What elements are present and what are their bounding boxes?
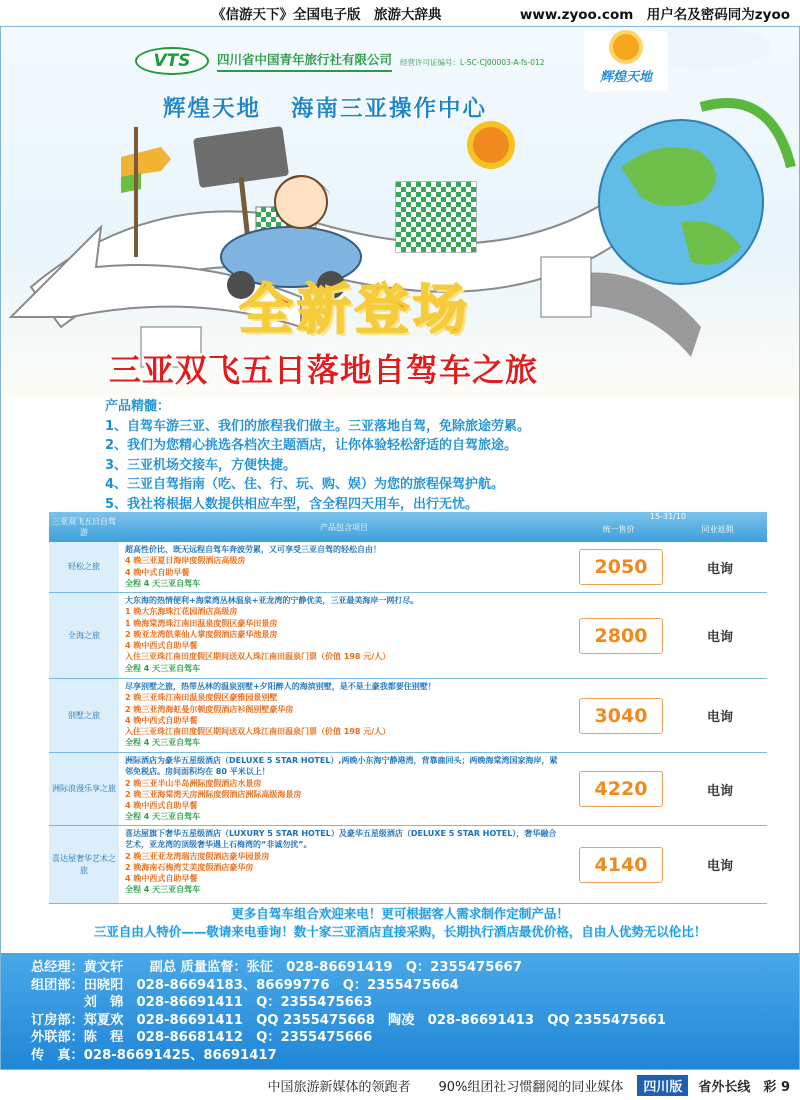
row-name: 全海之旅 <box>49 593 119 678</box>
row-name: 洲际浪漫乐享之旅 <box>49 753 119 825</box>
headline-left: 辉煌天地 <box>163 96 262 122</box>
row-line: 4 晚三亚夏日海岸度假酒店高级房 <box>125 556 246 566</box>
row-line: 1 晚海棠湾珠江南田温泉度假区豪华田景房 <box>125 618 278 628</box>
row-agent: 电询 <box>706 783 733 799</box>
product-highlights <box>105 397 530 514</box>
edition-badge: 四川版 <box>637 1075 688 1096</box>
row-name: 轻松之旅 <box>49 542 119 592</box>
header-price-group <box>569 512 767 542</box>
row-intro: 喜达屋旗下奢华五星级酒店（LUXURY 5 STAR HOTEL）及豪华五星级酒店（DELUXE 5 STAR HOTEL），奢华融合艺术，亚龙湾的顶级奢华遇上石梅湾的“非诚勿扰”。 <box>125 829 557 850</box>
license-number: 经营许可证编号：L-SC-CJ00003-A-fs-012 <box>400 57 545 67</box>
product-subtitle: 三亚双飞五日落地自驾车之旅 <box>109 351 539 389</box>
highlight-item: 5、我社将根据人数提供相应车型，含全程四天用车，出行无忧。 <box>105 496 479 512</box>
row-price: 2800 <box>579 618 663 654</box>
row-intro: 尽享别墅之旅，热带丛林的温泉别墅+夕阳醉人的海滨别墅，是不是土豪我都要住别墅！ <box>125 682 436 691</box>
row-price-cell <box>569 593 673 678</box>
row-description <box>119 826 569 903</box>
flyer-page <box>0 26 800 1070</box>
contact-line: 订房部：郑夏欢 028-86691411 QQ 2355475668 陶凌 028-86691413 QQ 2355475661 <box>31 1012 666 1028</box>
row-agent: 电询 <box>706 630 733 645</box>
row-line: 2 晚三亚珠江南田温泉度假区豪雅园景别墅 <box>125 693 278 703</box>
sun-icon <box>613 34 639 60</box>
company-logo-row <box>135 47 545 75</box>
row-name: 喜达屋奢华艺术之旅 <box>49 826 119 903</box>
row-line: 4 晚中西式自助早餐 <box>125 641 198 651</box>
row-line: 入住三亚珠江南田度假区期间送双人珠江南田温泉门票（价值 198 元/人） <box>125 727 391 737</box>
header-season: 15-31/10 <box>649 512 687 521</box>
row-description <box>119 542 569 592</box>
row-intro: 超高性价比、既无远程自驾车奔波劳累，又可享受三亚自驾的轻松自由！ <box>125 545 381 554</box>
headline-right: 海南三亚操作中心 <box>291 96 488 122</box>
table-row <box>49 753 767 826</box>
brand-name: 辉煌天地 <box>599 70 652 85</box>
contact-line: 外联部：陈 程 028-86681412 Q：2355475666 <box>31 1030 373 1045</box>
row-intro: 大东海的热情便利+海棠湾丛林温泉+亚龙湾的宁静优美，三亚最美海岸一网打尽。 <box>125 596 419 605</box>
row-line: 全程 4 天三亚自驾车 <box>125 578 201 588</box>
row-line: 4 晚中西式自助早餐 <box>125 801 198 811</box>
row-name: 别墅之旅 <box>49 679 119 752</box>
row-line: 全程 4 天三亚自驾车 <box>125 738 201 748</box>
contact-line: 刘 锦 028-86691411 Q：2355475663 <box>31 995 373 1010</box>
row-description <box>119 679 569 752</box>
row-line: 4 晚中式自助早餐 <box>125 567 190 577</box>
row-line: 全程 4 天三亚自驾车 <box>125 885 201 895</box>
row-agent: 电询 <box>706 561 733 577</box>
row-intro: 洲际酒店为豪华五星级酒店（DELUXE 5 STAR HOTEL）,两晚小东海宁静港湾，背靠鹿回头；两晚海棠湾国家海岸，紧邻免税店。房间面积均在 80 平米以上！ <box>125 756 558 777</box>
row-agent: 电询 <box>706 859 733 874</box>
hero-illustration <box>1 27 799 399</box>
row-line: 2 晚亚龙湾凯莱仙人掌度假酒店豪华池景房 <box>125 629 278 639</box>
section-label: 省外长线 彩 9 <box>698 1079 790 1095</box>
contact-line: 组团部：田晓阳 028-86694183、86699776 Q：2355475664 <box>31 977 459 993</box>
table-row <box>49 593 767 679</box>
page-footer <box>0 1072 800 1098</box>
row-price-cell <box>569 753 673 825</box>
row-line: 2 晚三亚亚龙湾瑞吉度假酒店豪华园景房 <box>125 851 270 861</box>
top-banner <box>0 0 800 26</box>
vts-logo: VTS <box>135 47 209 75</box>
row-price-cell <box>569 542 673 592</box>
row-line: 入住三亚珠江南田度假区期间送双人珠江南田温泉门票（价值 198 元/人） <box>125 652 391 662</box>
highlight-item: 1、自驾车游三亚、我们的旅程我们做主。三亚落地自驾，免除旅途劳累。 <box>105 418 531 434</box>
row-line: 2 晚三亚海棠湾天房洲际度假酒店洲际高级海景房 <box>125 789 302 799</box>
row-line: 2 晚海南石梅湾艾美度假酒店豪华房 <box>125 862 254 872</box>
table-row <box>49 679 767 753</box>
header-inclusions: 产品包含项目 <box>320 522 368 532</box>
highlights-title: 产品精髓： <box>105 399 171 414</box>
contact-line: 总经理：黄文轩 副总 质量监督：张征 028-86691419 Q：2355475667 <box>31 960 522 975</box>
row-line: 4 晚中西式自助早餐 <box>125 874 198 884</box>
promo-note: 三亚自由人特价——敬请来电垂询！数十家三亚酒店直接采购，长期执行酒店最优价格，自由人优势无以伦比！ <box>93 924 707 939</box>
row-price-cell <box>569 826 673 903</box>
highlight-item: 3、三亚机场交接车，方便快捷。 <box>105 457 297 473</box>
row-line: 2 晚三亚半山半岛洲际度假酒店水景房 <box>125 778 262 788</box>
row-price: 4140 <box>579 847 663 883</box>
row-price: 3040 <box>579 698 663 734</box>
promo-notes <box>1 905 799 941</box>
row-description <box>119 593 569 678</box>
row-line: 全程 4 天三亚自驾车 <box>125 812 201 822</box>
top-banner-right: www.zyoo.com 用户名及密码同为zyoo <box>519 7 790 23</box>
footer-slogan: 90%组团社习惯翻阅的同业媒体 <box>438 1079 624 1095</box>
row-description <box>119 753 569 825</box>
row-line: 全程 4 天三亚自驾车 <box>125 663 201 673</box>
table-header <box>49 512 767 542</box>
header-product-name: 三亚双飞五日自驾游 <box>52 517 116 537</box>
contact-line: 传 真：028-86691425、86691417 <box>31 1047 277 1063</box>
main-title: 全新登场 <box>239 278 471 341</box>
company-name: 四川省中国青年旅行社有限公司 <box>217 50 392 72</box>
row-price: 2050 <box>579 549 663 585</box>
headline <box>163 91 517 123</box>
row-price: 4220 <box>579 771 663 807</box>
row-price-cell <box>569 679 673 752</box>
header-agent: 同业返佣 <box>701 525 734 534</box>
footer-slogan: 中国旅游新媒体的领跑者 <box>267 1079 411 1095</box>
row-line: 2 晚三亚湾海虹曼尔顿度假酒店衫阁别墅豪华房 <box>125 704 294 714</box>
row-agent: 电询 <box>706 710 733 725</box>
table-row <box>49 542 767 593</box>
top-banner-left: 《信游天下》全国电子版 旅游大辞典 <box>212 7 442 23</box>
row-line: 1 晚大东海珠江花园酒店高级房 <box>125 607 238 617</box>
contact-panel <box>1 953 799 1070</box>
highlight-item: 2、我们为您精心挑选各档次主题酒店，让你体验轻松舒适的自驾旅途。 <box>105 438 518 453</box>
promo-note: 更多自驾车组合欢迎来电！更可根据客人需求制作定制产品！ <box>231 906 569 921</box>
header-price: 统一售价 <box>602 525 635 534</box>
brand-logo <box>584 31 668 91</box>
highlight-item: 4、三亚自驾指南（吃、住、行、玩、购、娱）为您的旅程保驾护航。 <box>105 477 505 492</box>
row-line: 4 晚中西式自助早餐 <box>125 715 198 725</box>
price-table <box>49 512 767 904</box>
table-row <box>49 826 767 904</box>
